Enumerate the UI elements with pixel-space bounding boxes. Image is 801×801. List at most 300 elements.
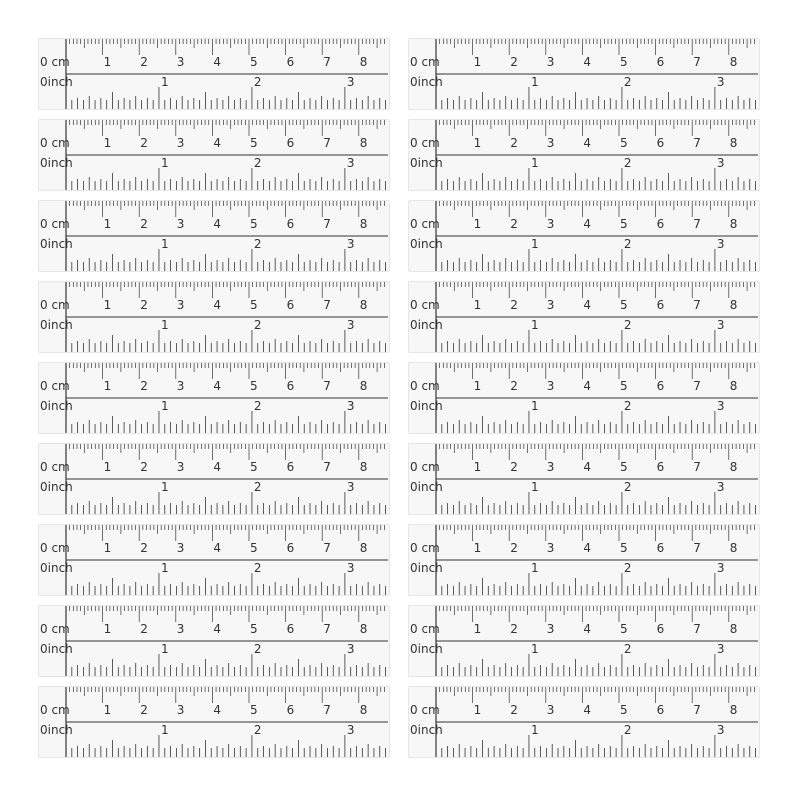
inch-ticks <box>72 411 386 433</box>
cm-number: 6 <box>286 379 295 393</box>
cm-number: 4 <box>583 55 592 69</box>
inch-ticks <box>442 735 756 757</box>
cm-number: 6 <box>286 703 295 717</box>
cm-number: 3 <box>176 298 185 312</box>
inch-unit-label: 0inch <box>40 480 73 494</box>
cm-number: 6 <box>656 622 665 636</box>
cm-number: 2 <box>140 136 148 150</box>
cm-number: 6 <box>286 460 295 474</box>
cm-number: 7 <box>693 541 701 555</box>
inch-number: 1 <box>160 156 169 170</box>
inch-ticks <box>442 330 756 352</box>
cm-number: 5 <box>250 298 258 312</box>
cm-ticks <box>440 120 755 136</box>
inch-ticks <box>442 573 756 595</box>
paper-ruler <box>408 686 760 758</box>
cm-number: 3 <box>546 298 555 312</box>
cm-number: 1 <box>103 55 112 69</box>
inch-number: 3 <box>346 480 355 494</box>
cm-number: 1 <box>103 379 112 393</box>
cm-number: 1 <box>473 298 482 312</box>
cm-number: 4 <box>213 298 222 312</box>
inch-number: 3 <box>346 399 355 413</box>
inch-unit-label: 0inch <box>40 399 73 413</box>
cm-number: 4 <box>213 460 222 474</box>
cm-number: 8 <box>359 298 368 312</box>
cm-unit-label: 0 cm <box>410 55 440 69</box>
cm-number: 2 <box>510 379 518 393</box>
cm-number: 2 <box>140 541 148 555</box>
cm-number: 7 <box>693 217 701 231</box>
inch-number: 1 <box>160 480 169 494</box>
cm-number: 7 <box>693 622 701 636</box>
cm-number: 2 <box>510 541 518 555</box>
cm-number: 6 <box>656 379 665 393</box>
cm-number: 3 <box>176 136 185 150</box>
cm-number: 2 <box>140 703 148 717</box>
ruler-scale <box>38 38 390 110</box>
inch-unit-label: 0inch <box>410 399 443 413</box>
inch-unit-label: 0inch <box>40 642 73 656</box>
cm-number: 8 <box>359 55 368 69</box>
ruler-scale <box>408 38 760 110</box>
cm-ticks <box>440 282 755 298</box>
cm-number: 2 <box>140 460 148 474</box>
ruler-scale <box>38 200 390 272</box>
cm-number: 5 <box>250 460 258 474</box>
ruler-scale <box>408 119 760 191</box>
inch-number: 2 <box>253 75 262 89</box>
inch-number: 1 <box>530 399 539 413</box>
cm-number: 6 <box>286 55 295 69</box>
inch-unit-label: 0inch <box>410 480 443 494</box>
paper-ruler <box>408 605 760 677</box>
inch-number: 2 <box>253 480 262 494</box>
inch-number: 2 <box>253 723 262 737</box>
cm-number: 8 <box>729 217 738 231</box>
inch-unit-label: 0inch <box>410 561 443 575</box>
cm-number: 6 <box>286 622 295 636</box>
inch-number: 2 <box>623 156 632 170</box>
cm-number: 1 <box>103 217 112 231</box>
cm-number: 3 <box>176 55 185 69</box>
cm-number: 8 <box>359 217 368 231</box>
cm-number: 2 <box>510 703 518 717</box>
inch-number: 3 <box>346 237 355 251</box>
inch-number: 1 <box>530 318 539 332</box>
inch-number: 1 <box>530 237 539 251</box>
inch-unit-label: 0inch <box>40 318 73 332</box>
cm-number: 1 <box>473 460 482 474</box>
inch-ticks <box>72 573 386 595</box>
cm-number: 3 <box>176 379 185 393</box>
cm-ticks <box>440 201 755 217</box>
cm-number: 3 <box>546 622 555 636</box>
cm-number: 1 <box>473 622 482 636</box>
cm-number: 7 <box>693 298 701 312</box>
ruler-scale <box>38 119 390 191</box>
cm-unit-label: 0 cm <box>410 622 440 636</box>
inch-number: 1 <box>160 723 169 737</box>
inch-number: 3 <box>716 561 725 575</box>
cm-number: 2 <box>140 379 148 393</box>
cm-number: 4 <box>583 622 592 636</box>
cm-number: 8 <box>729 460 738 474</box>
cm-number: 8 <box>729 55 738 69</box>
cm-number: 1 <box>103 298 112 312</box>
paper-ruler <box>408 281 760 353</box>
ruler-scale <box>38 686 390 758</box>
inch-unit-label: 0inch <box>40 237 73 251</box>
inch-number: 2 <box>623 237 632 251</box>
inch-number: 2 <box>623 723 632 737</box>
cm-number: 7 <box>323 217 331 231</box>
inch-number: 3 <box>346 318 355 332</box>
inch-number: 2 <box>623 642 632 656</box>
cm-number: 5 <box>250 217 258 231</box>
cm-number: 5 <box>620 703 628 717</box>
cm-number: 3 <box>546 55 555 69</box>
inch-number: 3 <box>346 723 355 737</box>
ruler-scale <box>408 362 760 434</box>
cm-number: 1 <box>473 55 482 69</box>
inch-number: 1 <box>160 75 169 89</box>
cm-ticks <box>440 687 755 703</box>
cm-number: 8 <box>359 136 368 150</box>
paper-ruler <box>408 443 760 515</box>
cm-number: 5 <box>250 379 258 393</box>
cm-number: 6 <box>656 136 665 150</box>
inch-number: 3 <box>346 642 355 656</box>
inch-number: 1 <box>530 156 539 170</box>
inch-number: 3 <box>716 318 725 332</box>
cm-unit-label: 0 cm <box>40 541 70 555</box>
cm-number: 4 <box>583 703 592 717</box>
cm-number: 7 <box>323 379 331 393</box>
cm-number: 5 <box>250 703 258 717</box>
inch-number: 2 <box>253 561 262 575</box>
cm-number: 4 <box>213 622 222 636</box>
cm-number: 8 <box>359 460 368 474</box>
inch-ticks <box>442 249 756 271</box>
cm-number: 8 <box>359 379 368 393</box>
cm-number: 6 <box>656 460 665 474</box>
cm-number: 7 <box>693 136 701 150</box>
cm-number: 4 <box>213 703 222 717</box>
inch-ticks <box>72 249 386 271</box>
inch-number: 1 <box>160 561 169 575</box>
inch-ticks <box>442 87 756 109</box>
cm-number: 5 <box>620 622 628 636</box>
cm-unit-label: 0 cm <box>40 55 70 69</box>
paper-ruler <box>408 362 760 434</box>
cm-number: 6 <box>656 55 665 69</box>
cm-number: 5 <box>620 136 628 150</box>
cm-number: 6 <box>656 703 665 717</box>
ruler-scale <box>38 524 390 596</box>
cm-ticks <box>70 444 385 460</box>
inch-unit-label: 0inch <box>40 723 73 737</box>
cm-number: 3 <box>546 136 555 150</box>
cm-number: 7 <box>693 55 701 69</box>
inch-unit-label: 0inch <box>410 723 443 737</box>
inch-number: 1 <box>530 723 539 737</box>
cm-number: 5 <box>620 298 628 312</box>
cm-number: 1 <box>103 541 112 555</box>
cm-number: 6 <box>286 541 295 555</box>
inch-ticks <box>72 654 386 676</box>
cm-number: 8 <box>729 298 738 312</box>
cm-number: 4 <box>213 379 222 393</box>
cm-number: 7 <box>693 379 701 393</box>
cm-number: 5 <box>620 460 628 474</box>
cm-number: 7 <box>323 298 331 312</box>
inch-number: 3 <box>716 723 725 737</box>
cm-number: 4 <box>213 136 222 150</box>
cm-number: 2 <box>140 217 148 231</box>
cm-number: 7 <box>323 703 331 717</box>
cm-number: 7 <box>323 136 331 150</box>
paper-ruler <box>38 605 390 677</box>
cm-ticks <box>70 525 385 541</box>
paper-ruler <box>38 38 390 110</box>
ruler-scale <box>408 686 760 758</box>
cm-number: 2 <box>140 298 148 312</box>
cm-ticks <box>70 282 385 298</box>
cm-number: 2 <box>140 55 148 69</box>
inch-number: 1 <box>530 75 539 89</box>
cm-number: 2 <box>510 298 518 312</box>
cm-number: 6 <box>656 217 665 231</box>
inch-number: 3 <box>346 561 355 575</box>
inch-ticks <box>72 168 386 190</box>
cm-number: 1 <box>473 217 482 231</box>
cm-number: 8 <box>359 622 368 636</box>
cm-number: 5 <box>620 379 628 393</box>
inch-unit-label: 0inch <box>40 156 73 170</box>
inch-number: 2 <box>253 318 262 332</box>
cm-ticks <box>70 201 385 217</box>
inch-ticks <box>72 330 386 352</box>
cm-number: 8 <box>729 136 738 150</box>
inch-unit-label: 0inch <box>410 642 443 656</box>
cm-number: 5 <box>620 217 628 231</box>
cm-number: 1 <box>473 703 482 717</box>
paper-ruler <box>408 119 760 191</box>
inch-unit-label: 0inch <box>410 318 443 332</box>
cm-number: 1 <box>103 136 112 150</box>
inch-unit-label: 0inch <box>410 237 443 251</box>
ruler-scale <box>38 443 390 515</box>
inch-number: 3 <box>716 642 725 656</box>
cm-unit-label: 0 cm <box>410 460 440 474</box>
cm-unit-label: 0 cm <box>410 136 440 150</box>
cm-unit-label: 0 cm <box>40 379 70 393</box>
cm-unit-label: 0 cm <box>40 460 70 474</box>
cm-number: 7 <box>693 703 701 717</box>
cm-number: 1 <box>103 460 112 474</box>
paper-ruler <box>38 281 390 353</box>
inch-ticks <box>442 411 756 433</box>
cm-number: 2 <box>140 622 148 636</box>
inch-unit-label: 0inch <box>40 561 73 575</box>
paper-ruler <box>408 38 760 110</box>
cm-number: 3 <box>176 460 185 474</box>
cm-number: 3 <box>546 541 555 555</box>
inch-ticks <box>442 168 756 190</box>
ruler-scale <box>408 605 760 677</box>
paper-ruler <box>38 119 390 191</box>
cm-number: 7 <box>323 622 331 636</box>
inch-number: 1 <box>160 237 169 251</box>
cm-number: 3 <box>546 703 555 717</box>
paper-ruler <box>38 362 390 434</box>
cm-number: 4 <box>583 541 592 555</box>
cm-number: 4 <box>583 217 592 231</box>
inch-unit-label: 0inch <box>40 75 73 89</box>
cm-ticks <box>70 363 385 379</box>
cm-number: 5 <box>620 55 628 69</box>
cm-number: 2 <box>510 622 518 636</box>
inch-number: 2 <box>623 399 632 413</box>
cm-number: 3 <box>546 460 555 474</box>
inch-number: 2 <box>623 480 632 494</box>
cm-number: 4 <box>583 460 592 474</box>
cm-number: 2 <box>510 55 518 69</box>
inch-ticks <box>72 87 386 109</box>
cm-unit-label: 0 cm <box>40 298 70 312</box>
cm-unit-label: 0 cm <box>410 217 440 231</box>
cm-ticks <box>70 120 385 136</box>
cm-number: 8 <box>729 379 738 393</box>
cm-ticks <box>70 606 385 622</box>
cm-ticks <box>70 687 385 703</box>
cm-number: 5 <box>250 622 258 636</box>
cm-number: 8 <box>729 703 738 717</box>
cm-number: 7 <box>693 460 701 474</box>
inch-number: 1 <box>160 318 169 332</box>
cm-number: 8 <box>359 541 368 555</box>
paper-ruler <box>38 443 390 515</box>
cm-number: 4 <box>213 55 222 69</box>
cm-unit-label: 0 cm <box>410 541 440 555</box>
inch-number: 2 <box>623 75 632 89</box>
inch-unit-label: 0inch <box>410 156 443 170</box>
cm-number: 3 <box>176 703 185 717</box>
inch-number: 1 <box>160 642 169 656</box>
cm-unit-label: 0 cm <box>40 136 70 150</box>
cm-number: 6 <box>286 298 295 312</box>
cm-number: 4 <box>213 217 222 231</box>
cm-number: 7 <box>323 460 331 474</box>
cm-unit-label: 0 cm <box>410 703 440 717</box>
inch-number: 2 <box>253 237 262 251</box>
inch-number: 3 <box>716 480 725 494</box>
cm-number: 8 <box>729 541 738 555</box>
cm-ticks <box>440 444 755 460</box>
cm-ticks <box>440 525 755 541</box>
paper-ruler <box>408 524 760 596</box>
cm-unit-label: 0 cm <box>40 217 70 231</box>
cm-number: 4 <box>583 136 592 150</box>
cm-number: 3 <box>176 217 185 231</box>
inch-number: 2 <box>253 399 262 413</box>
cm-number: 5 <box>620 541 628 555</box>
inch-number: 3 <box>716 156 725 170</box>
inch-number: 1 <box>160 399 169 413</box>
cm-number: 1 <box>473 136 482 150</box>
inch-number: 3 <box>346 75 355 89</box>
cm-ticks <box>440 39 755 55</box>
cm-number: 3 <box>176 541 185 555</box>
cm-number: 5 <box>250 136 258 150</box>
inch-number: 1 <box>530 642 539 656</box>
inch-number: 2 <box>253 642 262 656</box>
cm-unit-label: 0 cm <box>40 703 70 717</box>
cm-number: 8 <box>359 703 368 717</box>
ruler-scale <box>408 200 760 272</box>
paper-ruler <box>38 200 390 272</box>
inch-number: 1 <box>530 561 539 575</box>
inch-ticks <box>442 654 756 676</box>
inch-unit-label: 0inch <box>410 75 443 89</box>
cm-number: 7 <box>323 541 331 555</box>
cm-number: 1 <box>103 622 112 636</box>
cm-ticks <box>70 39 385 55</box>
cm-number: 6 <box>656 541 665 555</box>
inch-number: 3 <box>716 237 725 251</box>
cm-number: 1 <box>473 379 482 393</box>
cm-number: 2 <box>510 136 518 150</box>
cm-number: 2 <box>510 460 518 474</box>
ruler-scale <box>408 281 760 353</box>
ruler-scale <box>38 605 390 677</box>
cm-number: 7 <box>323 55 331 69</box>
paper-ruler <box>408 200 760 272</box>
cm-number: 3 <box>546 217 555 231</box>
cm-number: 8 <box>729 622 738 636</box>
cm-unit-label: 0 cm <box>40 622 70 636</box>
cm-number: 3 <box>546 379 555 393</box>
inch-number: 3 <box>716 75 725 89</box>
inch-number: 3 <box>716 399 725 413</box>
inch-ticks <box>72 492 386 514</box>
inch-number: 3 <box>346 156 355 170</box>
cm-unit-label: 0 cm <box>410 379 440 393</box>
ruler-scale <box>408 524 760 596</box>
cm-number: 4 <box>583 298 592 312</box>
cm-number: 6 <box>286 217 295 231</box>
cm-number: 1 <box>473 541 482 555</box>
cm-number: 4 <box>213 541 222 555</box>
inch-number: 2 <box>623 561 632 575</box>
ruler-scale <box>38 281 390 353</box>
cm-number: 4 <box>583 379 592 393</box>
inch-number: 2 <box>623 318 632 332</box>
cm-ticks <box>440 606 755 622</box>
paper-ruler <box>38 686 390 758</box>
cm-number: 6 <box>286 136 295 150</box>
cm-number: 5 <box>250 541 258 555</box>
inch-number: 1 <box>530 480 539 494</box>
cm-number: 1 <box>103 703 112 717</box>
inch-ticks <box>72 735 386 757</box>
cm-number: 3 <box>176 622 185 636</box>
inch-number: 2 <box>253 156 262 170</box>
cm-number: 5 <box>250 55 258 69</box>
cm-ticks <box>440 363 755 379</box>
cm-unit-label: 0 cm <box>410 298 440 312</box>
